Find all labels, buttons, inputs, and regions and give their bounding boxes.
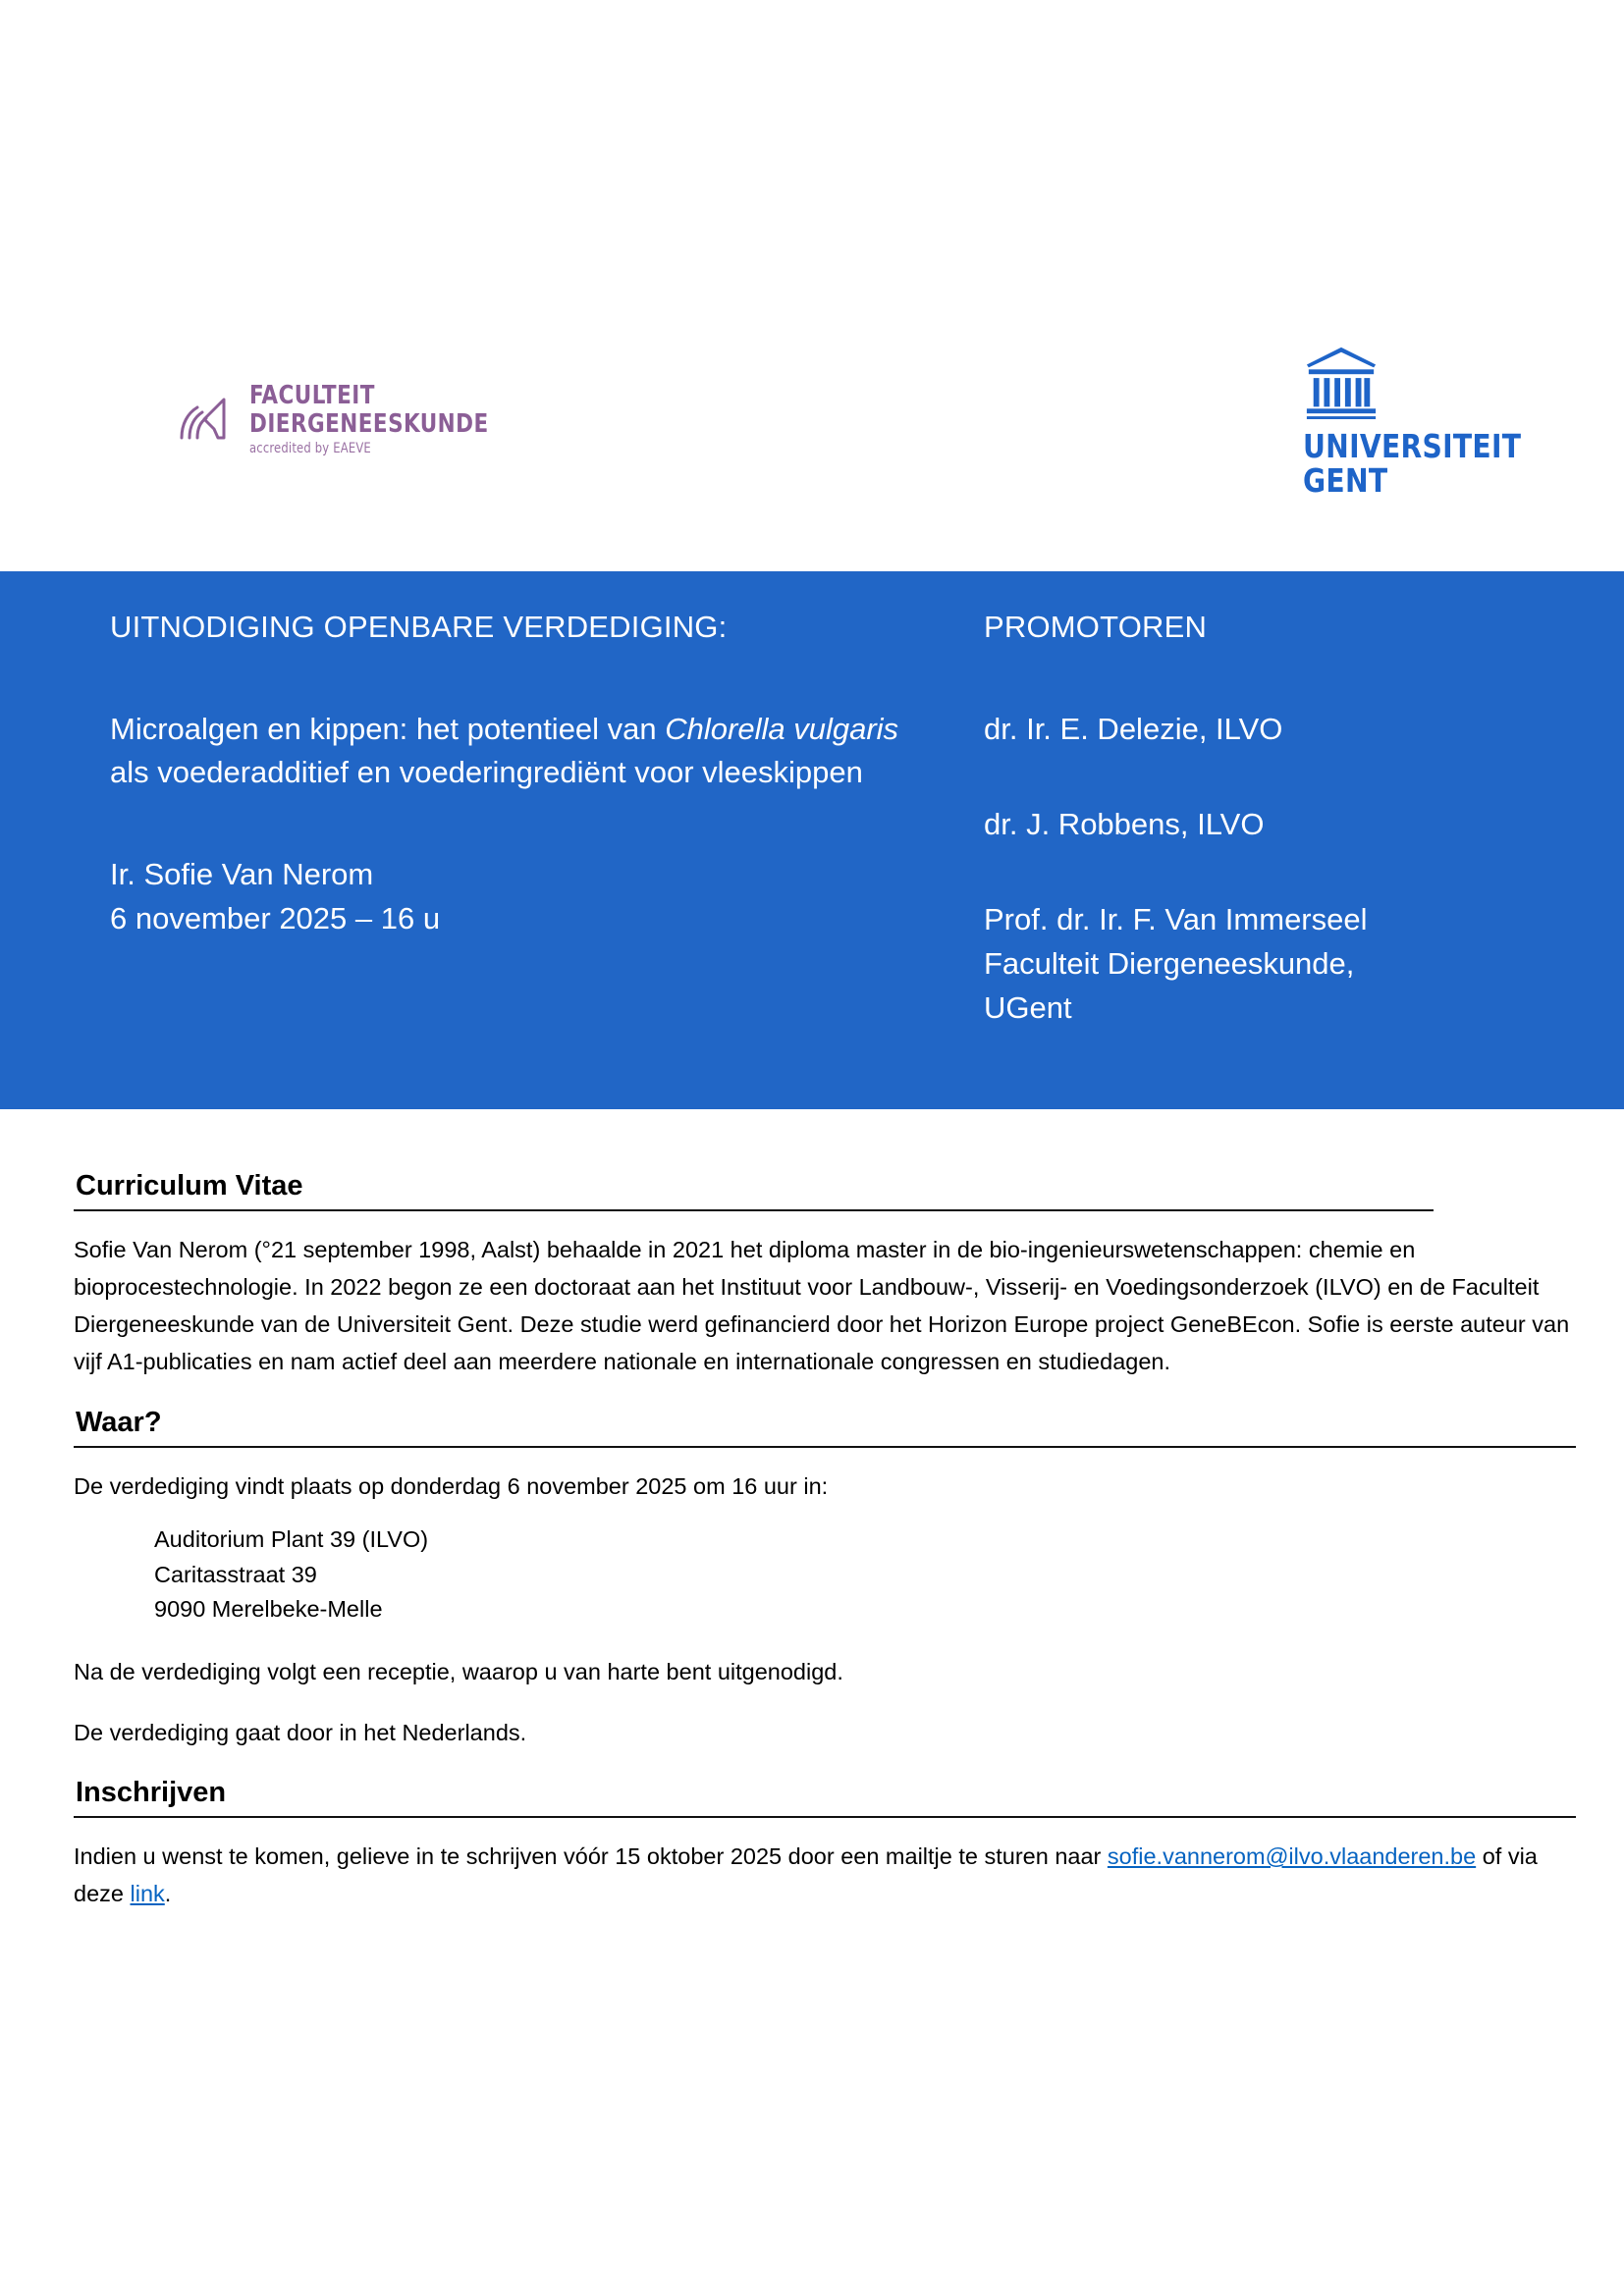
language-note: De verdediging gaat door in het Nederlands. bbox=[74, 1720, 527, 1746]
registration-instruction: Indien u wenst te komen, gelieve in te schrijven vóór 15 oktober 2025 door een mailtje te sturen naar bbox=[74, 1843, 1102, 1870]
faculty-logo bbox=[175, 383, 510, 455]
horse-head-icon bbox=[175, 389, 236, 450]
venue-address bbox=[154, 1522, 1576, 1628]
registration-middle-text: of via deze bbox=[74, 1843, 1538, 1907]
faculty-accreditation-text: accredited by EAEVE bbox=[249, 441, 371, 456]
candidate-block bbox=[110, 853, 984, 941]
banner-right-column bbox=[984, 609, 1534, 1030]
university-logo-wordmark bbox=[1303, 427, 1529, 500]
section-waar bbox=[74, 1405, 1576, 1752]
section-curriculum-vitae bbox=[74, 1168, 1576, 1381]
thesis-title bbox=[110, 708, 945, 794]
thesis-title-species: Chlorella vulgaris bbox=[665, 711, 899, 746]
promotor-3-institution: UGent bbox=[984, 989, 1072, 1025]
document-body bbox=[74, 1168, 1576, 1936]
registration-link[interactable]: link bbox=[130, 1881, 165, 1907]
invitation-banner bbox=[0, 571, 1624, 1109]
section-inschrijven bbox=[74, 1775, 1576, 1912]
registration-end-punctuation: . bbox=[164, 1881, 172, 1907]
logo-row bbox=[0, 334, 1624, 520]
cv-heading: Curriculum Vitae bbox=[76, 1170, 303, 1201]
faculty-logo-line2: DIERGENEESKUNDE bbox=[249, 409, 489, 439]
defence-datetime: 6 november 2025 – 16 u bbox=[110, 900, 441, 935]
thesis-title-part2: als voederadditief en voederingrediënt voor vleeskippen bbox=[110, 754, 863, 789]
inschrijven-heading-rule bbox=[74, 1816, 1576, 1818]
promotor-3-name: Prof. dr. Ir. F. Van Immerseel bbox=[984, 901, 1368, 936]
banner-left-column bbox=[110, 609, 984, 1030]
waar-intro: De verdediging vindt plaats op donderdag 6 november 2025 om 16 uur in: bbox=[74, 1472, 829, 1499]
email-link[interactable]: sofie.vannerom@ilvo.vlaanderen.be bbox=[1107, 1843, 1477, 1870]
venue-line-3: 9090 Merelbeke-Melle bbox=[154, 1596, 383, 1623]
classical-building-icon bbox=[1303, 344, 1380, 420]
university-logo-line2: GENT bbox=[1303, 460, 1388, 500]
cv-paragraph: Sofie Van Nerom (°21 september 1998, Aalst) behaalde in 2021 het diploma master in de bio-ingenieurswetenschappen: chemie en bioprocestechnologie. In 2022 begon ze een doctoraat aan het Instituut voor Landbouw-, Visserij- en Voedingsonderzoek (ILVO) en de Faculteit Diergeneeskunde van de Universiteit Gent. Deze studie werd gefinancierd door het Horizon Europe project GeneBEcon. Sofie is eerste auteur van vijf A1-publicaties en nam actief deel aan meerdere nationale en internationale congressen en studiedagen. bbox=[74, 1237, 1570, 1375]
faculty-logo-wordmark bbox=[249, 383, 510, 455]
banner-eyebrow: UITNODIGING OPENBARE VERDEDIGING: bbox=[110, 610, 728, 644]
faculty-logo-line1: FACULTEIT bbox=[249, 381, 375, 410]
inschrijven-heading: Inschrijven bbox=[76, 1777, 227, 1809]
promotor-2: dr. J. Robbens, ILVO bbox=[984, 806, 1265, 841]
promotor-3 bbox=[984, 898, 1534, 1031]
promotor-1: dr. Ir. E. Delezie, ILVO bbox=[984, 711, 1283, 746]
candidate-name: Ir. Sofie Van Nerom bbox=[110, 856, 374, 891]
waar-heading-rule bbox=[74, 1446, 1576, 1448]
reception-note: Na de verdediging volgt een receptie, waarop u van harte bent uitgenodigd. bbox=[74, 1658, 843, 1684]
promotor-3-affiliation: Faculteit Diergeneeskunde, bbox=[984, 945, 1355, 981]
promotors-heading: PROMOTOREN bbox=[984, 610, 1208, 644]
cv-heading-rule bbox=[74, 1209, 1434, 1211]
university-logo-line1: UNIVERSITEIT bbox=[1303, 427, 1522, 465]
registration-paragraph bbox=[74, 1838, 1576, 1912]
waar-heading: Waar? bbox=[76, 1406, 162, 1438]
venue-line-2: Caritasstraat 39 bbox=[154, 1561, 317, 1587]
venue-line-1: Auditorium Plant 39 (ILVO) bbox=[154, 1525, 429, 1552]
thesis-title-part1: Microalgen en kippen: het potentieel van bbox=[110, 711, 666, 746]
university-logo bbox=[1303, 344, 1529, 499]
